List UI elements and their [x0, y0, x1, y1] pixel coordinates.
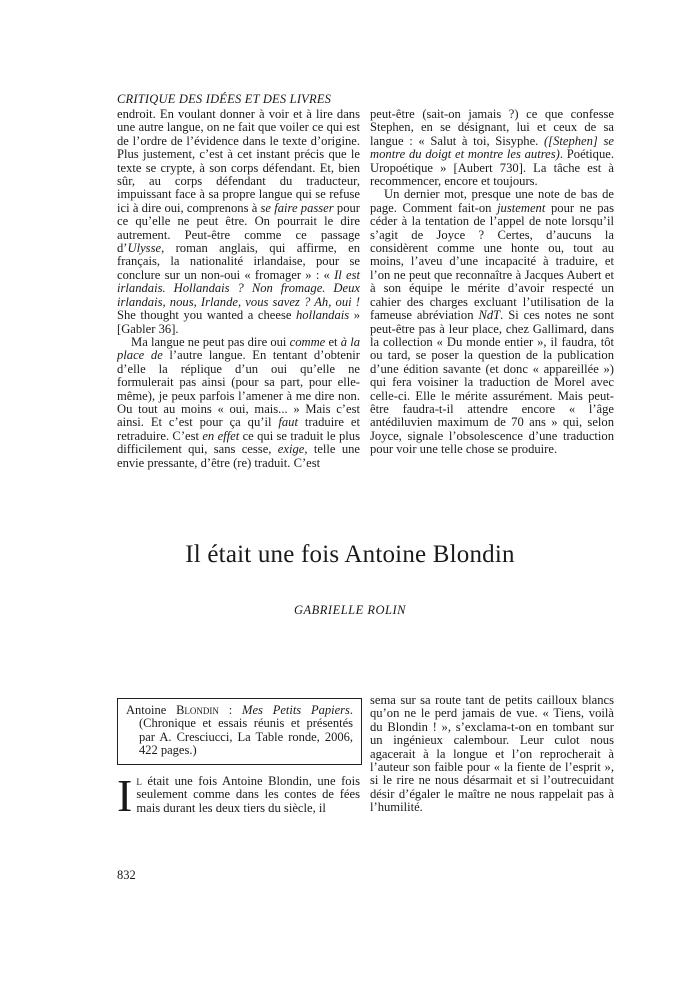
text-span: l’autre langue. En tentant d’obtenir d’elle la réplique d’un oui qu’elle ne formulerait pas ainsi (pour sa part, pour elle-même), je peux parfois l’amener à me dire non. Ou tout au moins « oui, mais... » Mais c’est ainsi. Et c’est pour ça qu’il — [117, 348, 360, 430]
italic-span: à la place de — [117, 334, 360, 363]
right-column-bottom — [370, 694, 614, 815]
page-number: 832 — [117, 868, 136, 882]
author-last-name: Blondin — [176, 703, 219, 717]
paragraph — [117, 336, 360, 470]
italic-span: hollandais — [295, 308, 350, 323]
text-span: pour ne pas céder à la tentation de l’appel de note lorsqu’il s’agit de Joyce ? Certes, d’aucuns la considèrent comme une honte ou, tout au moins, l’aveu d’une incapacité à traduire, et l’on ne peut que reconnaître à Jacques Aubert et à son équipe le mérite d’avoir respecté un cahier des charges excluant l’utilisation de la fameuse abréviation — [370, 200, 614, 323]
text-span: . Si ces notes ne sont peut-être pas à leur place, chez Gallimard, dans la collection « Du monde entier », il faudra, tôt ou tard, se poser la question de la publication d’une édition savante (et donc « appareillée ») qui fera voisiner la traduction de Morel avec celle-ci. Elle le mérite assurément. Mais peut-être faudra-t-il attendre encore « l’âge antédiluvien maximum de 70 ans » qui, selon Joyce, signale l’obsolescence d’une traduction pour voir une telle chose se produire. — [370, 308, 614, 457]
text-span: et — [325, 334, 341, 349]
italic-span: NdT — [478, 308, 501, 323]
text-span: . Poétique. Uropoétique » [Aubert 730]. La tâche est à recommencer, encore et toujours. — [370, 147, 614, 189]
paragraph: sema sur sa route tant de petits cailloux blancs qu’on ne le perd jamais de vue. « Tiens, voilà du Blondin ! », s’exclama-t-on en tombant sur un ingénieux calembour. Leur culot nous agacerait à la longue et l’on reprocherait à l’auteur son faible pour « la fiente de l’esprit », si le rire ne nous désarmait et si l’outrecuidant désir d’égaler le maître ne nous rappelait pas à l’humilité. — [370, 693, 614, 815]
italic-span: Ulysse — [127, 241, 162, 256]
italic-span: ([Stephen] se montre du doigt et montre les autres) — [370, 133, 614, 162]
left-column-top — [117, 108, 360, 470]
italic-span: se faire passer — [260, 200, 334, 215]
text-span: endroit. En voulant donner à voir et à lire dans une autre langue, on ne fait que voiler ce qui est de l’ordre de l’évidence dans le texte d’origine. Plus justement, c’est à cet instant précis que le texte se crypte, à son corps défendant. Et, bien sûr, au corps défendant du traducteur, impuissant face à sa propre langue qui se refuse ici à dire oui, comprenons à — [117, 107, 360, 215]
text-span: traduire et retraduire. C’est — [117, 415, 361, 443]
text-span: » [Gabler 36]. — [117, 308, 361, 336]
text-span: pour ce qu’elle ne peut être. On pourrait le dire autrement. Peut-être comme ce passage d’ — [117, 200, 360, 256]
book-title: Mes Petits Papiers — [242, 703, 350, 717]
separator: : — [218, 703, 243, 717]
italic-span: faut — [278, 415, 298, 430]
paragraph — [117, 108, 360, 336]
article-author: GABRIELLE ROLIN — [293, 603, 406, 617]
book-details: . (Chronique et essais réunis et présentés par A. Cresciucci, La Table ronde, 2006, 422 pages.) — [139, 703, 353, 758]
paragraph — [117, 770, 360, 821]
book-reference — [126, 704, 353, 758]
italic-span: comme — [289, 334, 326, 349]
text-span: peut-être (sait-on jamais ?) ce que confesse Stephen, en se désignant, lui et ceux de sa langue : « Salut à toi, Sisyphe. — [370, 107, 614, 148]
running-head: CRITIQUE DES IDÉES ET DES LIVRES — [117, 92, 332, 106]
drop-cap: I — [117, 770, 133, 821]
text-span: était une fois Antoine Blondin, une fois seulement comme dans les contes de fées mais durant les deux tiers du siècle, il — [136, 774, 360, 815]
text-span: , telle une envie pressante, d’être (re) traduit. C’est — [117, 442, 360, 470]
paragraph — [370, 188, 614, 456]
text-span: She thought you wanted a cheese — [117, 308, 296, 323]
article-title: Il était une fois Antoine Blondin — [185, 541, 515, 568]
left-column-bottom — [117, 770, 360, 821]
italic-span: Il est irlandais. Hollandais ? Non fromage. Deux irlandais, nous, Irlande, vous savez ? Ah, oui ! — [117, 267, 360, 309]
author-first-name: Antoine — [126, 703, 177, 717]
text-span: Un dernier mot, presque une note de bas de page. Comment fait-on — [370, 187, 614, 215]
italic-span: exige — [277, 442, 305, 457]
text-span: , roman anglais, qui affirme, en français, la nationalité irlandaise, pour se conclure sur un non-oui « fromager » : « — [117, 241, 360, 282]
paragraph — [370, 108, 614, 188]
italic-span: justement — [497, 200, 546, 215]
text-span: Ma langue ne peut pas dire oui — [131, 334, 290, 349]
italic-span: en effet — [202, 428, 240, 443]
lead-in: l — [136, 774, 142, 788]
book-reference-box — [117, 698, 362, 765]
right-column-top — [370, 108, 614, 457]
text-span: ce qui se traduit le plus difficilement qui, sans cesse, — [117, 428, 360, 457]
